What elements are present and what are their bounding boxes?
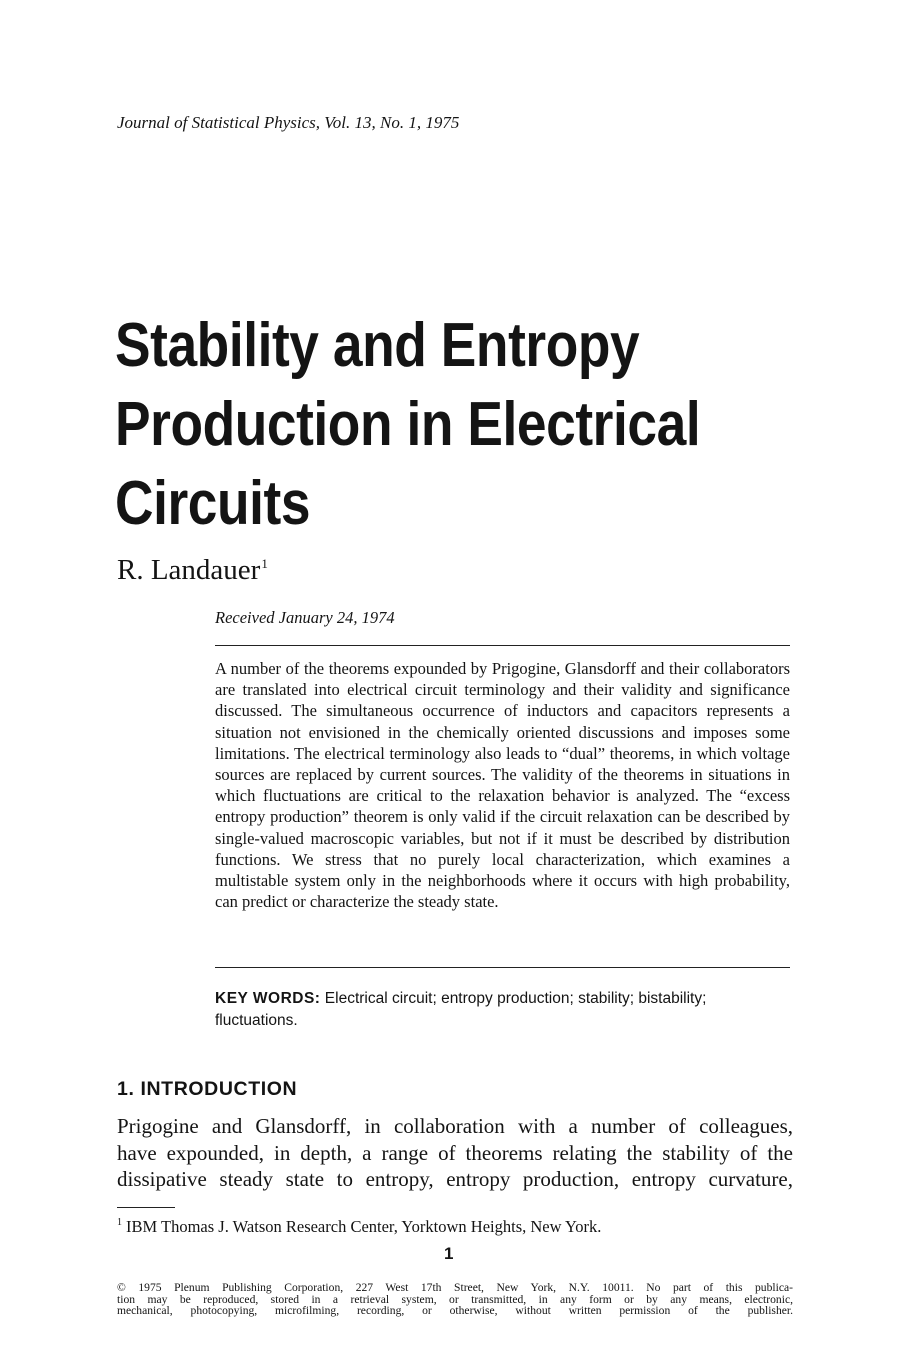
- section-heading: 1. INTRODUCTION: [117, 1078, 298, 1100]
- footnote-text: IBM Thomas J. Watson Research Center, Yorktown Heights, New York.: [126, 1217, 602, 1236]
- copyright-line: mechanical, photocopying, microfilming, recording, or otherwise, without written permission of the publisher.: [117, 1304, 793, 1318]
- intro-line: dissipative steady state to entropy, entropy production, entropy curvature,: [117, 1167, 793, 1191]
- copyright-line: tion may be reproduced, stored in a retrieval system, or transmitted, in any form or by any means, electronic,: [117, 1292, 793, 1306]
- keywords: [215, 988, 793, 1032]
- page-number: 1: [444, 1244, 454, 1263]
- keywords-text: Electrical circuit; entropy production; stability; bistability; fluctuations.: [215, 990, 707, 1029]
- copyright-line: © 1975 Plenum Publishing Corporation, 227 West 17th Street, New York, N.Y. 10011. No part of this publica-: [117, 1281, 793, 1294]
- footnote: [117, 1217, 601, 1237]
- title-line: Production in Electrical: [115, 390, 701, 459]
- intro-paragraph: [117, 1113, 793, 1193]
- abstract-top-rule: [215, 645, 790, 646]
- journal-citation: Journal of Statistical Physics, Vol. 13, No. 1, 1975: [117, 113, 460, 132]
- intro-line: have expounded, in depth, a range of theorems relating the stability of the: [117, 1140, 793, 1165]
- abstract: A number of the theorems expounded by Prigogine, Glansdorff and their collaborators are translated into electrical circuit terminology and their validity and significance discussed. The simultaneous occurrence of inductors and capacitors represents a situation not envisioned in the chemically oriented discussions and imposes some limitations. The electrical terminology also leads to “dual” theorems, in which voltage sources are replaced by current sources. The validity of the theorems in situations in which fluctuations are critical to the relaxation behavior is analyzed. The “excess entropy production” theorem is only valid if the circuit relaxation can be described by single-valued macroscopic variables, but not if it must be described by distribution functions. We stress that no purely local characterization, which examines a multistable system only in the neighborhoods where it occurs with high probability, can predict or characterize the steady state.: [215, 659, 790, 912]
- keywords-label: KEY WORDS:: [215, 990, 321, 1007]
- paper-title: [115, 306, 717, 543]
- author-name: R. Landauer: [117, 554, 261, 586]
- received-date: Received January 24, 1974: [215, 608, 395, 627]
- author-footnote-mark: 1: [261, 556, 268, 571]
- author: [117, 554, 268, 587]
- footnote-rule: [117, 1207, 175, 1208]
- footnote-mark: 1: [117, 1217, 122, 1228]
- intro-line: Prigogine and Glansdorff, in collaboration with a number of colleagues,: [117, 1114, 793, 1138]
- title-line: Circuits: [115, 469, 311, 538]
- abstract-bottom-rule: [215, 967, 790, 968]
- copyright-notice: [117, 1282, 793, 1317]
- title-line: Stability and Entropy: [115, 311, 640, 380]
